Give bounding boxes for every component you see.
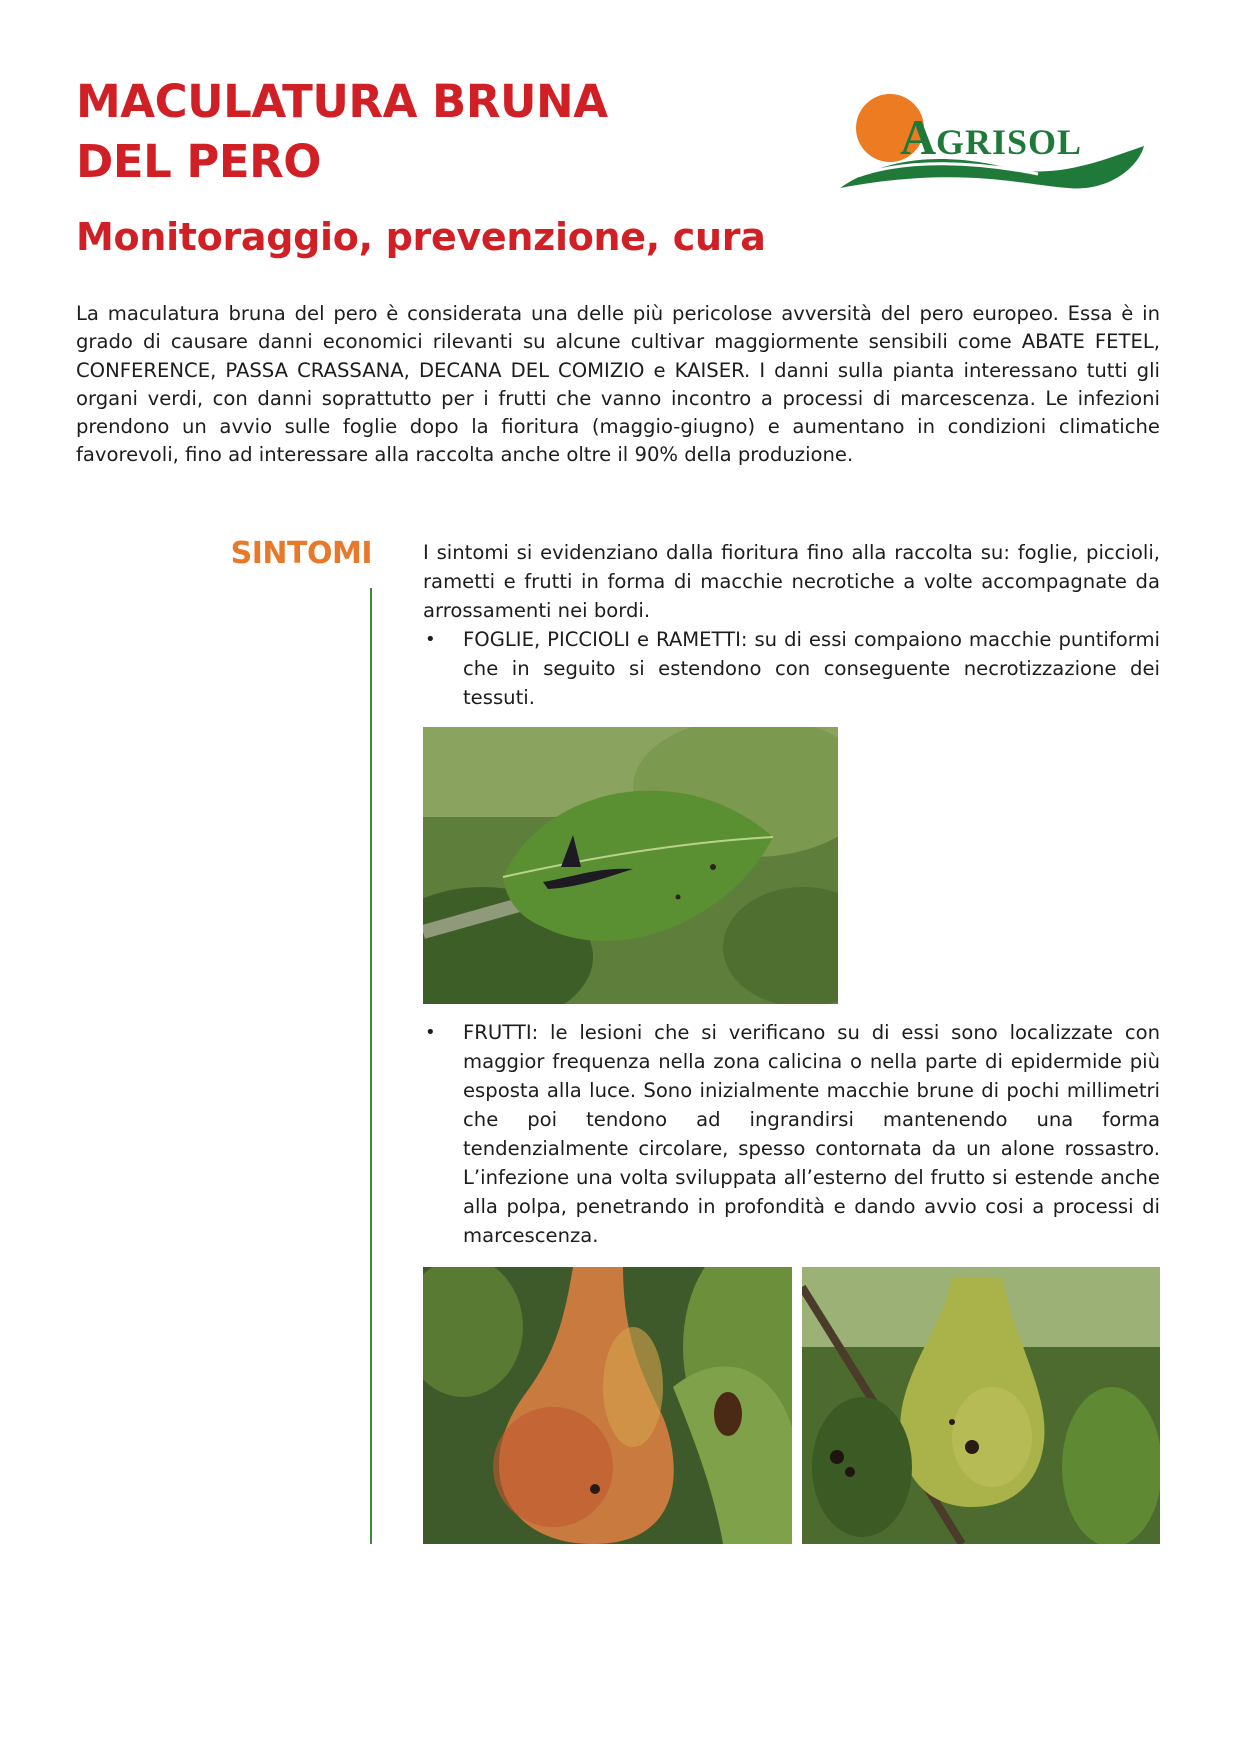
page-title — [76, 72, 608, 192]
sintomi-intro: I sintomi si evidenziano dalla fioritura fino alla raccolta su: foglie, piccioli, rametti e frutti in forma di macchie necrotiche a volte accompagnate da arrossamenti nei bordi. — [423, 541, 1160, 622]
bullet-symbol: • — [425, 1022, 436, 1043]
agrisol-logo — [838, 88, 1148, 198]
bullet-frutti-text: FRUTTI: le lesioni che si verificano su di essi sono localizzate con maggior frequenza nella zona calicina o nella parte di epidermide più esposta alla luce. Sono inizialmente macchie brune di pochi millimetri che poi tendono ad ingrandirsi mantenendo una forma tendenzialmente circolare, spesso contornata da un alone rossastro. L’infezione una volta sviluppata all’esterno del frutto si estende anche alla polpa, penetrando in profondità e dando avvio cosi a processi di marcescenza. — [463, 1021, 1160, 1247]
svg-text:GRISOL: GRISOL — [936, 122, 1083, 162]
bullet-symbol: • — [425, 629, 436, 650]
page-subtitle: Monitoraggio, prevenzione, cura — [76, 215, 766, 259]
title-line-1: MACULATURA BRUNA — [76, 75, 608, 128]
photo-pear-lesion-red — [423, 1267, 792, 1544]
section-divider — [370, 588, 372, 1544]
svg-text:A: A — [900, 109, 937, 165]
photo-leaf-lesion — [423, 727, 838, 1004]
bullet-frutti — [423, 1018, 1160, 1250]
intro-paragraph: La maculatura bruna del pero è considerata una delle più pericolose avversità del pero europeo. Essa è in grado di causare danni economici rilevanti su alcune cultivar maggiormente sensibili come ABATE FETEL, CONFERENCE, PASSA CRASSANA, DECANA DEL COMIZIO e KAISER. I danni sulla pianta interessano tutti gli organi verdi, con danni soprattutto per i frutti che vanno incontro a processi di marcescenza. Le infezioni prendono un avvio sulle foglie dopo la fioritura (maggio-giugno) e aumentano in condizioni climatiche favorevoli, fino ad interessare alla raccolta anche oltre il 90% della produzione. — [76, 302, 1160, 467]
title-line-2: DEL PERO — [76, 135, 322, 188]
bullet-foglie — [423, 625, 1160, 712]
section-heading-sintomi: SINTOMI — [230, 536, 372, 571]
photo-pear-lesion-green — [802, 1267, 1160, 1544]
bullet-foglie-text: FOGLIE, PICCIOLI e RAMETTI: su di essi compaiono macchie puntiformi che in seguito si estendono con conseguente necrotizzazione dei tessuti. — [463, 628, 1160, 709]
